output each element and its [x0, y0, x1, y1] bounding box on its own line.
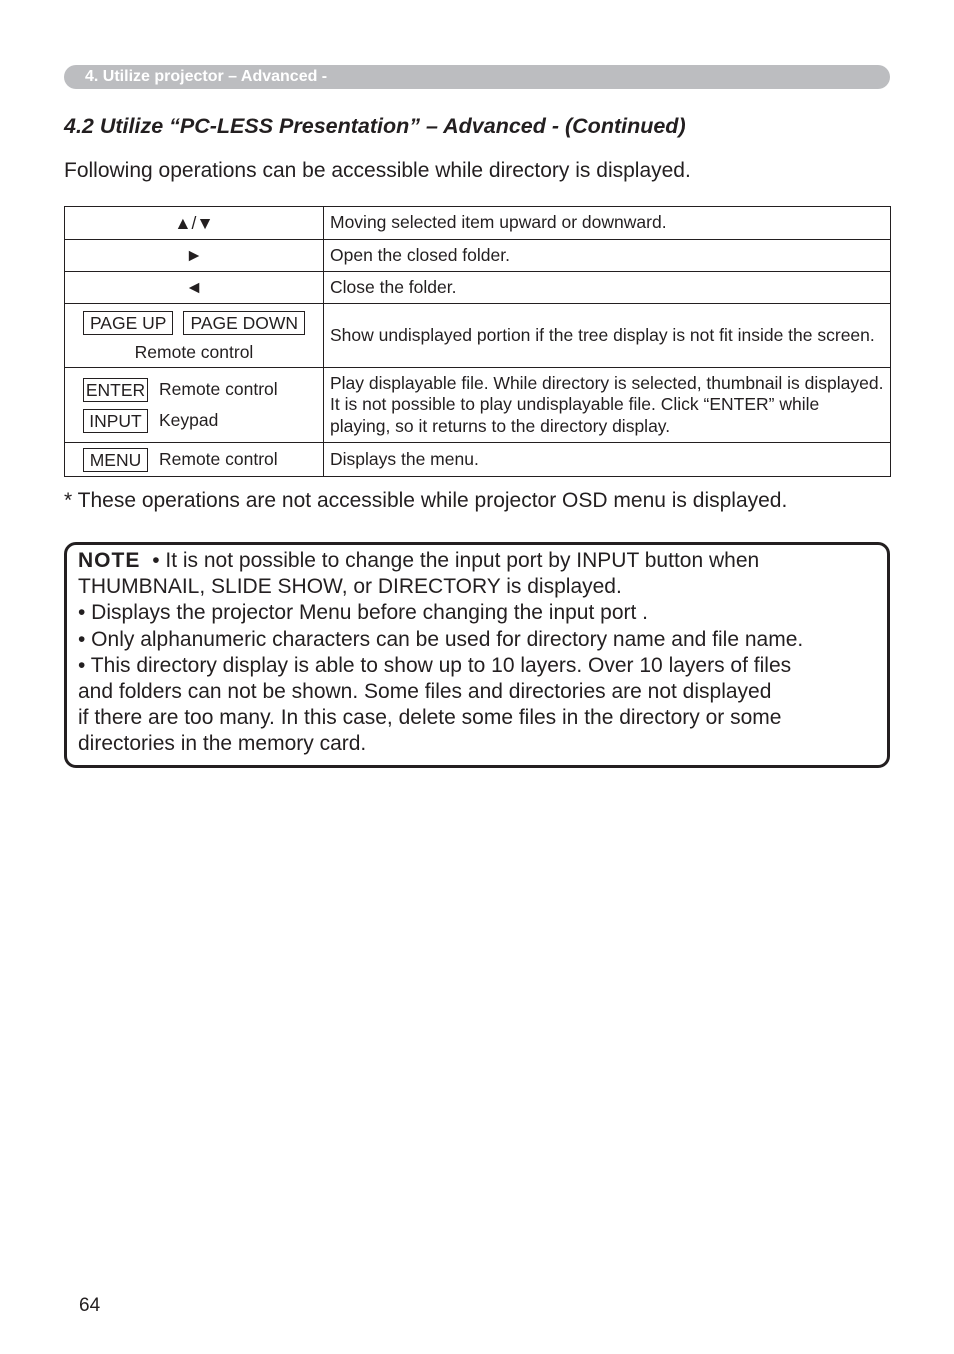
note-text [78, 548, 878, 758]
note-line: • Only alphanumeric characters can be used for directory name and file name. [78, 627, 804, 651]
table-row [65, 304, 891, 368]
page-keys [65, 311, 323, 335]
note-line: if there are too many. In this case, delete some files in the directory or some [78, 706, 782, 730]
description-cell: Displays the menu. [324, 443, 891, 477]
enter-key: ENTER [83, 378, 148, 402]
key-cell [65, 368, 324, 443]
key-source-label: Remote control [159, 379, 278, 399]
input-key: INPUT [83, 409, 148, 433]
table-row [65, 368, 891, 443]
description-cell: Close the folder. [324, 272, 891, 304]
note-line: • This directory display is able to show up to 10 layers. Over 10 layers of files [78, 653, 792, 677]
input-key-row [65, 409, 323, 433]
key-cell: ▲/▼ [65, 207, 324, 240]
section-title: 4.2 Utilize “PC-LESS Presentation” – Advanced - (Continued) [64, 114, 686, 138]
note-box [64, 542, 890, 768]
key-source-label: Keypad [159, 410, 219, 430]
note-line: THUMBNAIL, SLIDE SHOW, or DIRECTORY is displayed. [78, 575, 622, 599]
note-line: directories in the memory card. [78, 732, 367, 756]
table-row [65, 272, 891, 304]
chapter-header-bar [64, 65, 890, 89]
key-cell: ► [65, 240, 324, 272]
page-down-key: PAGE DOWN [183, 311, 305, 335]
note-line: and folders can not be shown. Some files and directories are not displayed [78, 680, 772, 704]
chapter-header-label: 4. Utilize projector – Advanced - [85, 68, 328, 85]
enter-key-row [65, 378, 323, 402]
menu-key: MENU [83, 448, 148, 472]
intro-text: Following operations can be accessible while directory is displayed. [64, 159, 691, 182]
description-cell: Show undisplayed portion if the tree display is not fit inside the screen. [324, 304, 891, 368]
note-line-text: • It is not possible to change the input port by INPUT button when [152, 549, 760, 572]
table-row [65, 207, 891, 240]
page-number: 64 [79, 1295, 101, 1316]
key-cell [65, 304, 324, 368]
menu-key-row [65, 448, 323, 472]
operations-table [64, 206, 891, 477]
table-row [65, 240, 891, 272]
key-cell [65, 443, 324, 477]
key-cell: ◄ [65, 272, 324, 304]
note-label: NOTE [78, 549, 141, 572]
key-source-label: Remote control [134, 341, 254, 362]
description-cell: Play displayable file. While directory is selected, thumbnail is displayed. It is not possible to play undisplayable file. Click “ENTER” while playing, so it returns to the directory display. [324, 368, 891, 443]
description-cell: Moving selected item upward or downward. [324, 207, 891, 240]
description-cell: Open the closed folder. [324, 240, 891, 272]
note-line: • Displays the projector Menu before changing the input port . [78, 601, 649, 625]
table-row [65, 443, 891, 477]
key-source-label: Remote control [159, 449, 278, 469]
note-line [78, 548, 878, 574]
page-up-key: PAGE UP [83, 311, 174, 335]
footnote: * These operations are not accessible while projector OSD menu is displayed. [64, 489, 788, 512]
